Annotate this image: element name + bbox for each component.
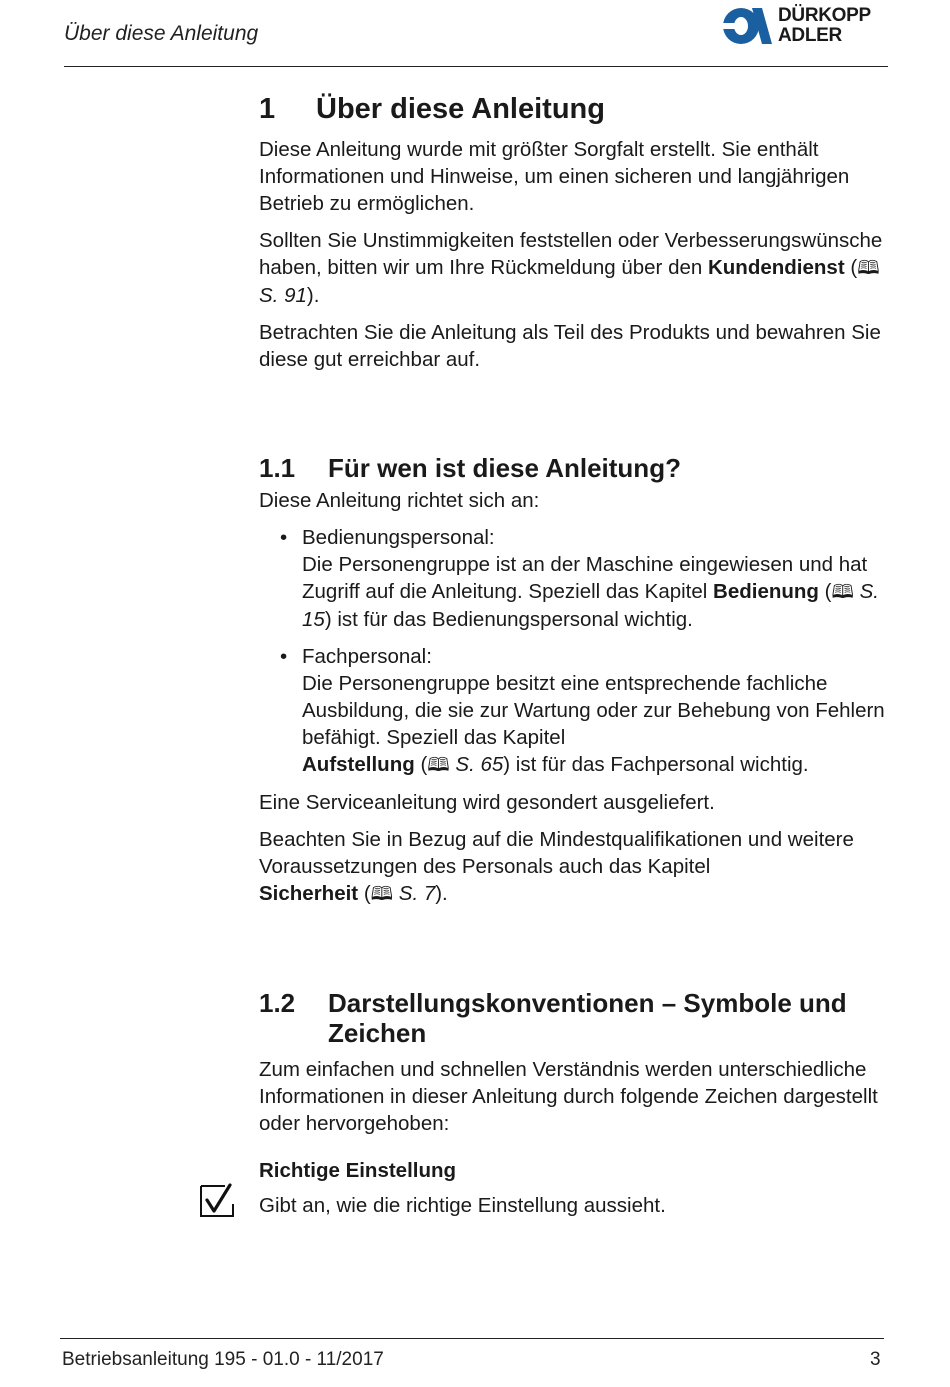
- page-reference[interactable]: S. 7: [398, 882, 436, 905]
- paragraph: [259, 227, 899, 309]
- section-number: 1: [259, 93, 276, 125]
- section-title: Darstellungskonventionen – Symbole und Zeichen: [328, 988, 847, 1048]
- section-1-1-heading: [259, 453, 899, 483]
- text-run: Sollten Sie Unstimmigkeiten feststellen oder Verbesserungswünsche haben, bitten wir um Ihre Rückmeldung über den: [259, 229, 883, 279]
- audience-list: [259, 524, 899, 779]
- text-run: (: [818, 580, 832, 603]
- book-icon: 🕮: [370, 884, 394, 905]
- paragraph: Betrachten Sie die Anleitung als Teil des Produkts und bewahren Sie diese gut erreichbar auf.: [259, 321, 881, 371]
- text-run: ).: [306, 284, 320, 307]
- text-run: (: [358, 882, 371, 905]
- page-reference[interactable]: S. 15: [302, 580, 879, 631]
- symbol-description: Gibt an, wie die richtige Einstellung aussieht.: [259, 1194, 666, 1217]
- footer-document-id: Betriebsanleitung 195 - 01.0 - 11/2017: [62, 1349, 384, 1370]
- logo-line-2: ADLER: [778, 25, 842, 46]
- item-label: Bedienungspersonal:: [302, 526, 495, 549]
- list-item: [302, 643, 899, 779]
- paragraph: Diese Anleitung wurde mit größter Sorgfalt erstellt. Sie enthält Informationen und Hinweise, um einen sicheren und langjährigen Betrieb zu ermöglichen.: [259, 138, 850, 215]
- bold-link-text: Bedienung: [713, 580, 819, 603]
- text-run: Beachten Sie in Bezug auf die Mindestqualifikationen und weitere Voraussetzungen des Personals auch das Kapitel: [259, 828, 854, 878]
- section-1-heading: [259, 90, 899, 128]
- main-content: [259, 90, 899, 1229]
- bold-title: Richtige Einstellung: [259, 1159, 457, 1182]
- symbol-title: [259, 1157, 899, 1184]
- checkmark-box-icon: [199, 1182, 235, 1218]
- book-icon: 🕮: [857, 258, 880, 279]
- item-label: Fachpersonal:: [302, 645, 432, 668]
- text-run: Die Personengruppe besitzt eine entsprechende fachliche Ausbildung, die sie zur Wartung oder zur Behebung von Fehlern befähigt. Speziell das Kapitel: [302, 672, 885, 749]
- page-reference[interactable]: S. 65: [455, 753, 504, 776]
- section-title: Für wen ist diese Anleitung?: [328, 453, 681, 483]
- footer-rule: [60, 1338, 884, 1339]
- paragraph: Eine Serviceanleitung wird gesondert ausgeliefert.: [259, 791, 715, 814]
- logo-line-1: DÜRKOPP: [778, 5, 871, 26]
- section-1-2-heading: [259, 988, 899, 1048]
- durkopp-adler-logo: [722, 4, 892, 50]
- page-number: 3: [870, 1349, 881, 1370]
- text-run: (: [844, 256, 858, 279]
- header-rule: [64, 66, 888, 67]
- bold-link-text: Kundendienst: [707, 256, 845, 279]
- paragraph: [259, 826, 899, 908]
- section-title: Über diese Anleitung: [316, 93, 605, 125]
- paragraph: Diese Anleitung richtet sich an:: [259, 489, 540, 512]
- paragraph: Zum einfachen und schnellen Verständnis werden unterschiedliche Informationen in dieser Anleitung durch folgende Zeichen dargestellt oder hervorgehoben:: [259, 1058, 878, 1135]
- list-item: [302, 524, 899, 633]
- section-number: 1.2: [259, 988, 296, 1018]
- text-run: ) ist für das Fachpersonal wichtig.: [503, 753, 809, 776]
- logo-text: [778, 6, 871, 46]
- text-run: ) ist für das Bedienungspersonal wichtig.: [324, 608, 693, 631]
- book-icon: 🕮: [427, 755, 450, 776]
- section-number: 1.1: [259, 453, 296, 483]
- text-run: ).: [435, 882, 448, 905]
- running-header: Über diese Anleitung: [64, 22, 259, 45]
- text-run: (: [414, 753, 428, 776]
- bold-link-text: Sicherheit: [259, 882, 359, 905]
- bold-link-text: Aufstellung: [302, 753, 415, 776]
- book-icon: 🕮: [831, 582, 854, 603]
- page-reference[interactable]: S. 91: [259, 284, 307, 307]
- text-run: Die Personengruppe ist an der Maschine eingewiesen und hat Zugriff auf die Anleitung. Speziell das Kapitel: [302, 553, 868, 603]
- logo-mark-icon: [722, 6, 774, 46]
